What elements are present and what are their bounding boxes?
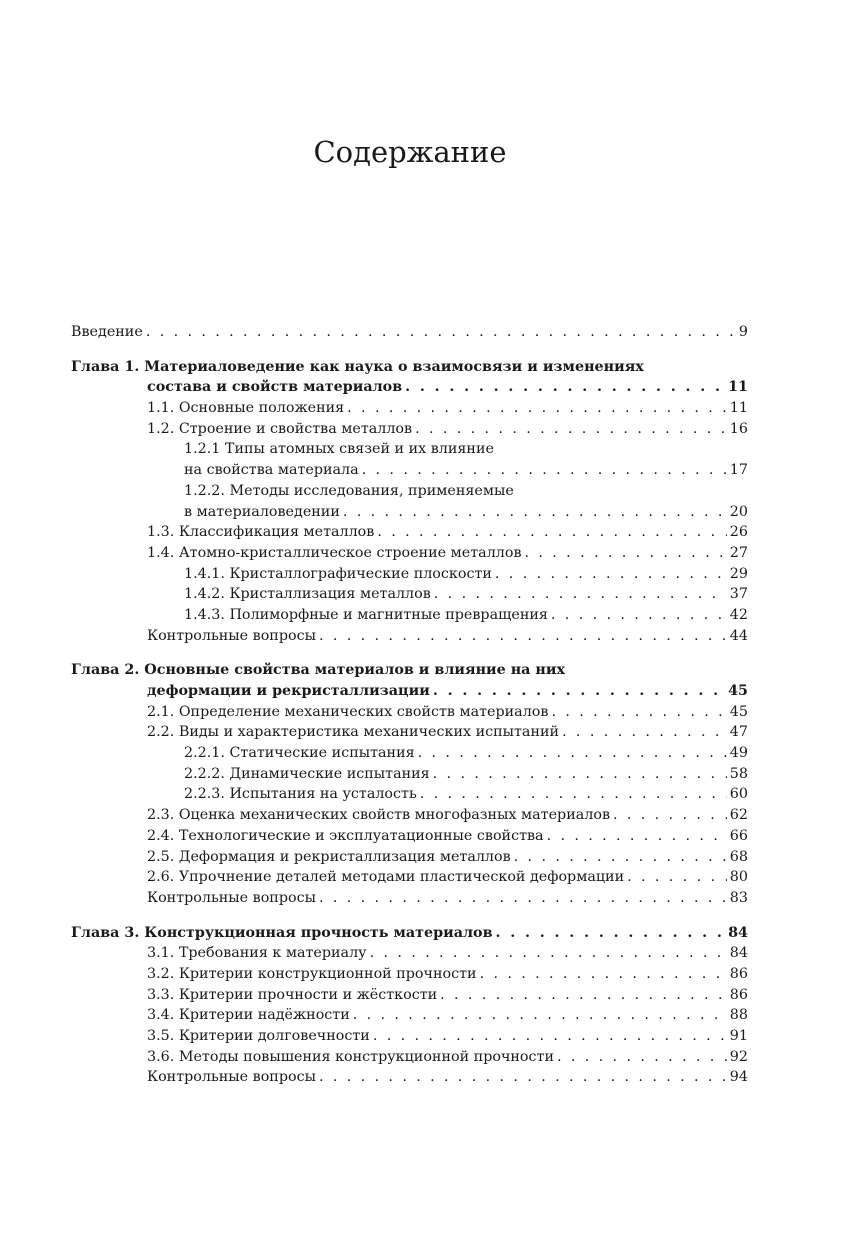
leader-dots: [377, 522, 726, 543]
toc-entry-label: 2.2.2. Динамические испытания: [184, 765, 430, 782]
toc-entry-label: 1.3. Классификация металлов: [147, 524, 375, 541]
leader-dots: [480, 964, 727, 985]
leader-dots: [362, 460, 727, 481]
toc-entry-2-4[interactable]: [71, 826, 748, 847]
toc-entry-2-2-1[interactable]: [71, 743, 748, 764]
toc-entry-page: 47: [729, 724, 748, 741]
toc-entry-page: 9: [738, 324, 748, 340]
toc-entry-page: 20: [729, 503, 748, 520]
chapter-2-heading[interactable]: Глава 2. Основные свойства материалов и влияние на них: [71, 662, 566, 679]
toc-entry-label: 2.6. Упрочнение деталей методами пластической деформации: [147, 869, 625, 886]
toc-entry-page: 11: [728, 379, 748, 396]
chapter-2-heading-cont[interactable]: [71, 681, 748, 702]
toc-entry-ch1-questions[interactable]: [71, 626, 748, 647]
toc-entry-1-3[interactable]: [71, 522, 748, 543]
leader-dots: [319, 626, 727, 647]
leader-dots: [562, 722, 727, 743]
toc-entry-page: 83: [729, 889, 748, 906]
chapter-1-heading[interactable]: Глава 1. Материаловедение как наука о взаимосвязи и изменениях: [71, 358, 644, 375]
toc-entry-page: 80: [729, 869, 748, 886]
toc-entry-page: 94: [729, 1069, 748, 1086]
toc-entry-label: 2.2. Виды и характеристика механических испытаний: [147, 724, 560, 741]
leader-dots: [146, 322, 736, 343]
toc-entry-label: 1.4.2. Кристаллизация металлов: [184, 586, 431, 603]
toc-entry-label: на свойства материала: [184, 462, 359, 479]
chapter-3-heading[interactable]: [71, 923, 748, 944]
toc-entry-page: 29: [729, 565, 748, 582]
toc-entry-3-3[interactable]: [71, 985, 748, 1006]
leader-dots: [418, 743, 727, 764]
toc-entry-label: 2.4. Технологические и эксплуатационные свойства: [147, 827, 544, 844]
chapter-1-heading-cont[interactable]: [71, 377, 748, 398]
toc-entry-1-2-1[interactable]: [71, 460, 748, 481]
toc-entry-label: Глава 3. Конструкционная прочность материалов: [71, 924, 493, 941]
toc-entry-page: 44: [729, 627, 748, 644]
leader-dots: [525, 543, 727, 564]
toc-entry-2-3[interactable]: [71, 805, 748, 826]
toc-entry-label: 2.3. Оценка механических свойств многофазных материалов: [147, 807, 610, 824]
leader-dots: [613, 805, 727, 826]
toc-entry-page: 42: [729, 606, 748, 623]
toc-entry-page: 26: [729, 524, 748, 541]
leader-dots: [551, 702, 726, 723]
toc-entry-page: 37: [729, 586, 748, 603]
toc-entry-label: 1.4.3. Полиморфные и магнитные превращения: [184, 606, 548, 623]
toc-entry-label: 1.1. Основные положения: [147, 400, 345, 417]
leader-dots: [405, 377, 725, 398]
toc-entry-label: состава и свойств материалов: [147, 379, 403, 396]
table-of-contents: [71, 322, 748, 1088]
toc-entry-page: 16: [729, 420, 748, 437]
toc-entry-label: 3.3. Критерии прочности и жёсткости: [147, 986, 438, 1003]
toc-entry-1-4-1[interactable]: [71, 564, 748, 585]
toc-entry-1-4[interactable]: [71, 543, 748, 564]
leader-dots: [353, 1005, 727, 1026]
leader-dots: [434, 584, 727, 605]
toc-entry-2-2-2[interactable]: [71, 764, 748, 785]
toc-entry-page: 84: [729, 945, 748, 962]
toc-entry-page: 45: [729, 703, 748, 720]
toc-entry-3-1[interactable]: [71, 943, 748, 964]
toc-entry-2-2[interactable]: [71, 722, 748, 743]
toc-entry-1-4-3[interactable]: [71, 605, 748, 626]
toc-entry-ch3-questions[interactable]: [71, 1067, 748, 1088]
toc-entry-label: Контрольные вопросы: [147, 1069, 316, 1086]
leader-dots: [343, 502, 727, 523]
leader-dots: [420, 784, 727, 805]
toc-entry-label: 1.4.1. Кристаллографические плоскости: [184, 565, 492, 582]
toc-entry-page: 91: [729, 1028, 748, 1044]
toc-entry-1-4-2[interactable]: [71, 584, 748, 605]
toc-entry-1-2-2-line1[interactable]: 1.2.2. Методы исследования, применяемые: [184, 482, 514, 499]
toc-entry-page: 27: [729, 544, 748, 561]
toc-entry-page: 88: [729, 1007, 748, 1024]
toc-entry-page: 11: [729, 400, 748, 417]
toc-entry-label: 2.1. Определение механических свойств материалов: [147, 703, 549, 720]
leader-dots: [547, 826, 727, 847]
toc-entry-page: 62: [729, 807, 748, 824]
toc-entry-page: 84: [728, 924, 748, 941]
leader-dots: [514, 847, 727, 868]
toc-entry-label: Контрольные вопросы: [147, 627, 316, 644]
toc-entry-2-1[interactable]: [71, 702, 748, 723]
toc-entry-page: 60: [729, 786, 748, 803]
toc-entry-label: 3.5. Критерии долговечности: [147, 1028, 370, 1044]
toc-entry-3-4[interactable]: [71, 1005, 748, 1026]
toc-entry-1-1[interactable]: [71, 398, 748, 419]
leader-dots: [415, 419, 727, 440]
toc-entry-ch2-questions[interactable]: [71, 888, 748, 909]
toc-entry-1-2[interactable]: [71, 419, 748, 440]
toc-entry-page: 92: [729, 1048, 748, 1065]
leader-dots: [319, 888, 727, 909]
leader-dots: [557, 1047, 727, 1068]
toc-entry-label: 1.4. Атомно-кристаллическое строение металлов: [147, 544, 522, 561]
toc-entry-label: 2.2.3. Испытания на усталость: [184, 786, 417, 803]
leader-dots: [440, 985, 727, 1006]
toc-entry-label: 3.1. Требования к материалу: [147, 945, 367, 962]
toc-entry-3-2[interactable]: [71, 964, 748, 985]
leader-dots: [370, 943, 727, 964]
leader-dots: [347, 398, 727, 419]
toc-entry-1-2-2[interactable]: [71, 502, 748, 523]
toc-entry-label: 3.2. Критерии конструкционной прочности: [147, 965, 477, 982]
toc-entry-page: 86: [729, 965, 748, 982]
page-title: Содержание: [313, 135, 507, 169]
toc-entry-page: 68: [729, 848, 748, 865]
toc-entry-page: 45: [728, 683, 748, 699]
toc-entry-intro[interactable]: [71, 322, 748, 343]
leader-dots: [495, 564, 727, 585]
toc-entry-label: 2.2.1. Статические испытания: [184, 745, 415, 762]
leader-dots: [433, 681, 725, 702]
leader-dots: [496, 923, 726, 944]
toc-entry-page: 86: [729, 986, 748, 1003]
toc-entry-page: 58: [729, 765, 748, 782]
toc-entry-page: 17: [729, 462, 748, 479]
toc-entry-label: Введение: [71, 324, 143, 340]
toc-entry-3-6[interactable]: [71, 1047, 748, 1068]
leader-dots: [551, 605, 727, 626]
toc-entry-label: 3.6. Методы повышения конструкционной прочности: [147, 1048, 554, 1065]
toc-entry-label: деформации и рекристаллизации: [147, 683, 430, 699]
leader-dots: [373, 1026, 727, 1047]
leader-dots: [627, 867, 727, 888]
toc-entry-label: Контрольные вопросы: [147, 889, 316, 906]
toc-entry-label: 2.5. Деформация и рекристаллизация металлов: [147, 848, 511, 865]
toc-entry-2-5[interactable]: [71, 847, 748, 868]
toc-entry-label: 3.4. Критерии надёжности: [147, 1007, 350, 1024]
toc-entry-1-2-1-line1[interactable]: 1.2.1 Типы атомных связей и их влияние: [184, 441, 494, 458]
toc-entry-3-5[interactable]: [71, 1026, 748, 1047]
toc-entry-page: 66: [729, 827, 748, 844]
toc-entry-label: 1.2. Строение и свойства металлов: [147, 420, 413, 437]
leader-dots: [319, 1067, 727, 1088]
toc-entry-2-2-3[interactable]: [71, 784, 748, 805]
toc-entry-2-6[interactable]: [71, 867, 748, 888]
toc-entry-page: 49: [729, 745, 748, 762]
toc-entry-label: в материаловедении: [184, 503, 340, 520]
leader-dots: [433, 764, 727, 785]
